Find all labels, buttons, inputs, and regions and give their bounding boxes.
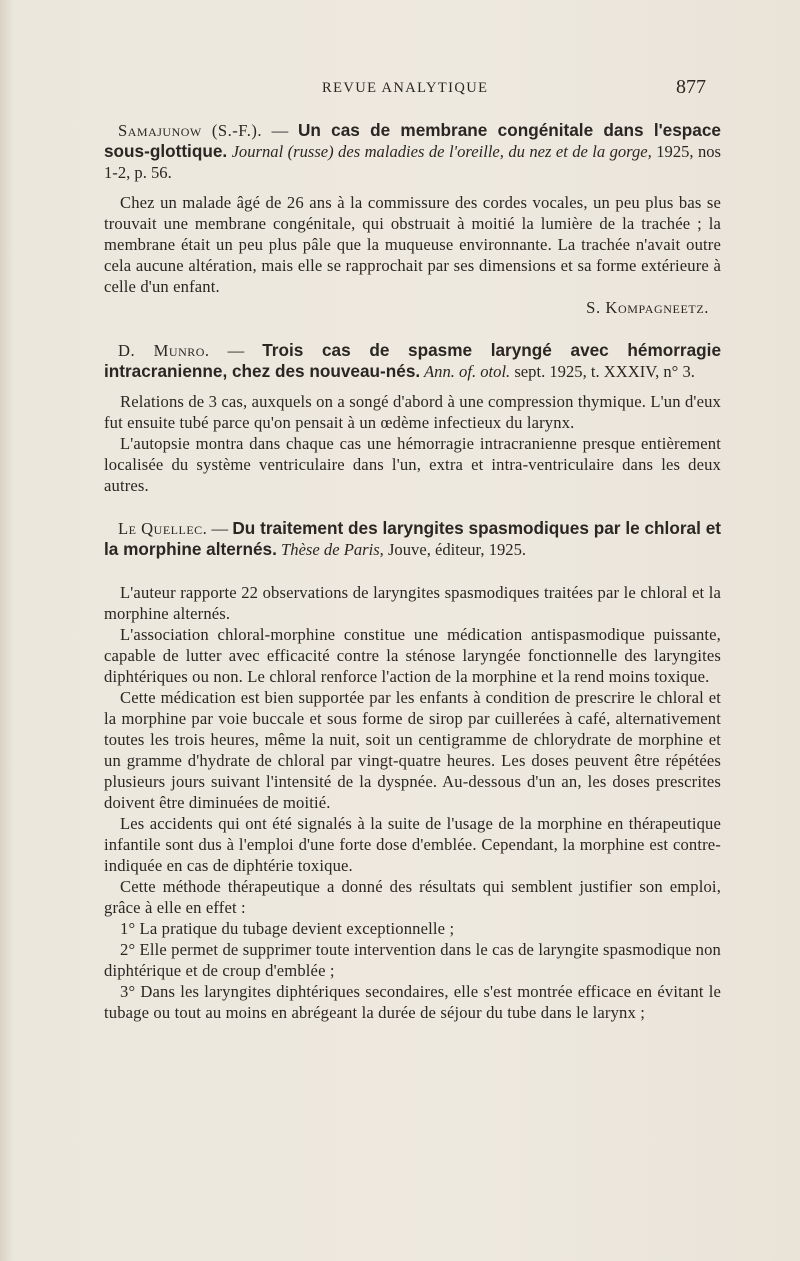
entry-author: Samajunow (S.-F.).	[118, 121, 263, 140]
entry-paragraph: Cette médication est bien supportée par les enfants à condition de prescrire le chloral et la morphine par voie buccale et sous forme de sirop par cuillerées à café, alternativement toutes les trois heures, même la nuit, soit un centigramme de chlorydrate de morphine et un gramme d'hydrate de chloral par vingt-quatre heures. Les doses peuvent être répétées plusieurs jours suivant l'intensité de la dyspnée. Au-dessous d'un an, les doses prescrites doivent être diminuées de moitié.	[104, 688, 721, 812]
running-title: REVUE ANALYTIQUE	[322, 80, 489, 96]
entry-dash: —	[207, 519, 233, 538]
spacer	[104, 496, 721, 518]
entry-signature	[104, 297, 721, 318]
entry-paragraph: Relations de 3 cas, auxquels on a songé d'abord à une compression thymique. L'un d'eux fut ensuite tubé parce qu'on pensait à un œdème infectieux du larynx.	[104, 392, 721, 432]
signature-name: S. Kompagneetz.	[586, 298, 709, 317]
entry-paragraph: L'auteur rapporte 22 observations de laryngites spasmodiques traitées par le chloral et la morphine alternés.	[104, 583, 721, 623]
page-body	[104, 120, 721, 1023]
entry-paragraph: Chez un malade âgé de 26 ans à la commissure des cordes vocales, un peu plus bas se trouvait une membrane congénitale, qui obstruait à moitié la lumière de la trachée ; la membrane était un peu plus pâle que la muqueuse environnante. La trachée n'avait outre cela aucune altération, mais elle se rapprochait par ses dimensions et sa forme extérieure à celle d'un enfant.	[104, 193, 721, 296]
entry-heading	[104, 518, 721, 560]
entry-paragraph: Cette méthode thérapeutique a donné des résultats qui semblent justifier son emploi, grâce à elle en effet :	[104, 877, 721, 917]
page-number: 877	[676, 76, 706, 98]
entry-heading	[104, 340, 721, 382]
spacer	[104, 560, 721, 582]
entry-source: Journal (russe) des maladies de l'oreille, du nez et de la gorge,	[227, 142, 652, 161]
spacer	[104, 183, 721, 192]
entry-source: Thèse de Paris,	[276, 540, 384, 559]
entry-details: sept. 1925, t. XXXIV, n° 3.	[510, 362, 695, 381]
entry-paragraph: L'association chloral-morphine constitue une médication antispasmodique puissante, capable de lutter avec efficacité contre la sténose laryngée fonctionnelle des laryngites diphtériques ou non. Le chloral renforce l'action de la morphine et la rend moins toxique.	[104, 625, 721, 686]
entry-title: Un cas de membrane congénitale dans l'espace sous-glottique.	[104, 120, 721, 161]
list-item: 1° La pratique du tubage devient exceptionnelle ;	[120, 919, 455, 938]
page-header	[0, 76, 800, 100]
list-item: 2° Elle permet de supprimer toute intervention dans le cas de laryngite spasmodique non diphtérique et de croup d'emblée ;	[104, 940, 721, 980]
review-entry	[104, 340, 721, 496]
review-entry	[104, 120, 721, 318]
entry-dash: —	[209, 341, 263, 360]
entry-details: 1925, nos 1-2, p. 56.	[104, 142, 722, 182]
entry-title: Trois cas de spasme laryngé avec hémorragie intracranienne, chez des nouveau-nés.	[104, 340, 722, 381]
entry-dash: —	[262, 121, 298, 140]
entry-details: Jouve, éditeur, 1925.	[383, 540, 527, 559]
spacer	[104, 382, 721, 391]
entry-title: Du traitement des laryngites spasmodiques par le chloral et la morphine alternés.	[104, 518, 721, 559]
review-entry	[104, 518, 721, 1023]
spacer	[104, 318, 721, 340]
entry-heading	[104, 120, 721, 183]
entry-author: D. Munro.	[118, 341, 210, 360]
entry-paragraph: L'autopsie montra dans chaque cas une hémorragie intracranienne presque entièrement localisée du système ventriculaire dans l'un, extra et intra-ventriculaire dans les deux autres.	[104, 434, 721, 495]
entry-paragraph: Les accidents qui ont été signalés à la suite de l'usage de la morphine en thérapeutique infantile sont dus à l'emploi d'une forte dose d'emblée. Cependant, la morphine est contre-indiquée en cas de diphtérie toxique.	[104, 814, 721, 875]
list-item: 3° Dans les laryngites diphtériques secondaires, elle s'est montrée efficace en évitant le tubage ou tout au moins en abrégeant la durée de séjour du tube dans le larynx ;	[104, 982, 721, 1022]
entry-source: Ann. of. otol.	[420, 362, 511, 381]
entry-author: Le Quellec.	[118, 519, 208, 538]
